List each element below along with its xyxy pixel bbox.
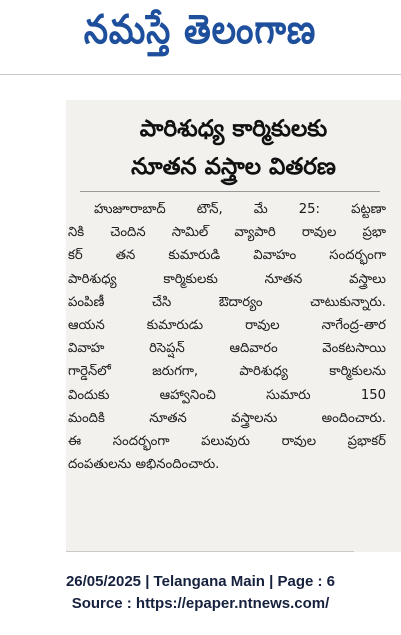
body-line: హుజూరాబాద్ టౌన్, మే 25: పట్టణా: [94, 202, 386, 217]
body-line: పంపిణీ చేసి ఔదార్యం చాటుకున్నారు.: [68, 294, 386, 310]
headline-line-2: నూతన వస్త్రాల వితరణ: [131, 154, 336, 180]
headline-line-1: పారిశుధ్య కార్మికులకు: [139, 116, 328, 142]
body-line: విందుకు ఆహ్వానించి సుమారు 150: [68, 387, 386, 403]
body-line: ఆయన కుమారుడు రావుల నాగేంద్ర-తార: [68, 317, 386, 333]
headline-divider: [80, 191, 380, 192]
body-line: మందికి నూతన వస్త్రాలను అందించారు.: [68, 410, 386, 426]
date-edition-page-label: 26/05/2025 | Telangana Main | Page : 6: [65, 573, 336, 590]
newspaper-logo-title: నమస్తే తెలంగాణ: [84, 7, 317, 53]
source-url-label: Source : https://epaper.ntnews.com/: [71, 595, 330, 612]
article-bottom-divider: [66, 551, 354, 552]
body-line: ఈ సందర్భంగా పలువురు రావుల ప్రభాకర్: [68, 433, 386, 449]
body-line: కర్ తన కుమారుడి వివాహం సందర్భంగా: [68, 248, 386, 264]
body-line: పారిశుధ్య కార్మికులకు నూతన వస్త్రాలు: [68, 271, 386, 287]
body-line: నికి చెందిన సామిల్ వ్యాపారి రావుల ప్రభా: [68, 225, 386, 241]
body-line: గార్డెన్‌లో జరుగగా, పారిశుధ్య కార్మికులను: [68, 364, 386, 380]
body-line: వివాహ రిసెప్షన్ ఆదివారం వెంకటసాయి: [68, 341, 386, 357]
body-line: దంపతులను అభినందించారు.: [68, 457, 220, 473]
masthead: [0, 4, 401, 66]
masthead-divider: [0, 74, 401, 75]
article-body: [68, 198, 386, 476]
